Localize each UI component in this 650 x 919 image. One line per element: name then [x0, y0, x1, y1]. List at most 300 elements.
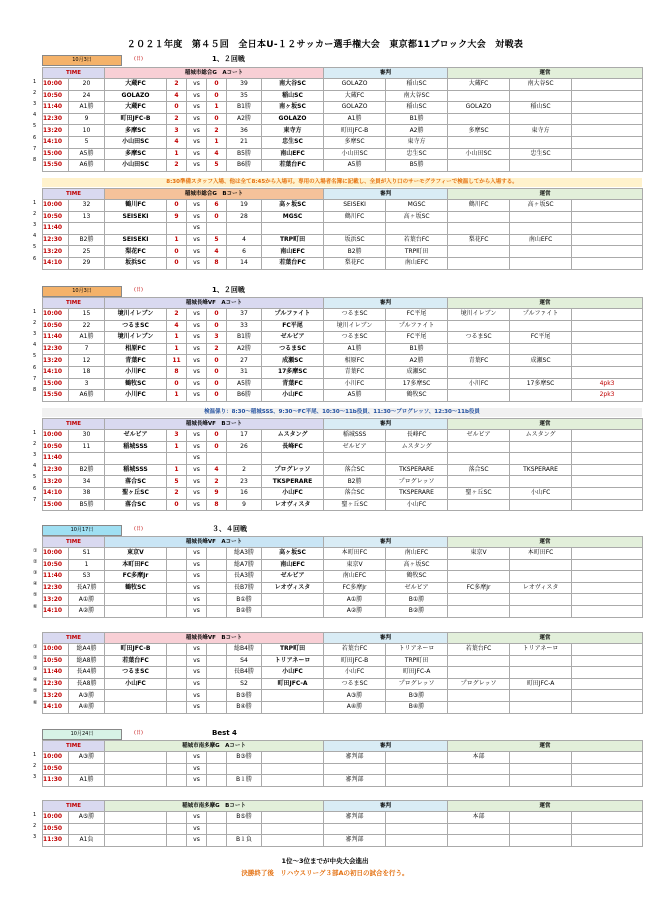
organizer-1: 落合SC: [448, 464, 510, 476]
referee-1: [324, 823, 386, 835]
match-row: [43, 90, 643, 102]
referee-1: 審判部: [324, 752, 386, 764]
referee-header: 審判: [324, 298, 448, 309]
organizer-1: 境川イレブン: [448, 309, 510, 321]
organizer-1: [448, 390, 510, 402]
referee-header: 審判: [324, 419, 448, 430]
referee-2: [386, 812, 448, 824]
table-header-row: [43, 68, 643, 79]
referee-1: 落合SC: [324, 464, 386, 476]
referee-1: 相原FC: [324, 355, 386, 367]
referee-1: つるまSC: [324, 678, 386, 690]
organizer-2: [510, 113, 572, 125]
vs-label: vs: [187, 499, 207, 511]
vs-label: vs: [187, 343, 207, 355]
referee-1: つるまSC: [324, 332, 386, 344]
home-team: 落合SC: [105, 499, 167, 511]
referee-1: [324, 223, 386, 235]
organizer-2: [510, 775, 572, 787]
home-seed: 15: [69, 309, 105, 321]
referee-1: 梨花FC: [324, 257, 386, 269]
away-seed: 23: [227, 476, 262, 488]
vs-label: vs: [187, 644, 207, 656]
row-number: ④: [33, 581, 38, 588]
table-header-row: [43, 537, 643, 548]
referee-1: [324, 763, 386, 775]
section-header: [42, 286, 642, 295]
organizer-header: 運営: [448, 419, 643, 430]
pk-result: [572, 309, 643, 321]
referee-1: 南山EFC: [324, 571, 386, 583]
away-team: レオヴィスタ: [262, 499, 324, 511]
organizer-1: GOLAZO: [448, 102, 510, 114]
pk-result: [572, 320, 643, 332]
pk-result: [572, 655, 643, 667]
match-time: 10:50: [43, 655, 69, 667]
home-score: 9: [167, 211, 187, 223]
home-seed: 11: [69, 441, 105, 453]
away-seed: B6勝: [227, 390, 262, 402]
organizer-2: 17多摩SC: [510, 378, 572, 390]
organizer-2: 稲山SC: [510, 102, 572, 114]
home-score: [167, 594, 187, 606]
pk-result: [572, 355, 643, 367]
away-seed: 長A3勝: [227, 571, 262, 583]
away-score: 0: [207, 309, 227, 321]
home-seed: 3: [69, 378, 105, 390]
vs-label: vs: [187, 582, 207, 594]
home-seed: A6勝: [69, 160, 105, 172]
away-team: [262, 775, 324, 787]
away-score: 9: [207, 487, 227, 499]
away-seed: 31: [227, 366, 262, 378]
vs-label: vs: [187, 160, 207, 172]
organizer-1: 若葉台FC: [448, 644, 510, 656]
vs-label: vs: [187, 667, 207, 679]
organizer-2: [510, 246, 572, 258]
home-team: 境川イレブン: [105, 309, 167, 321]
match-time: 12:30: [43, 582, 69, 594]
match-row: [43, 487, 643, 499]
referee-1: 町田JFC-B: [324, 655, 386, 667]
organizer-2: [510, 823, 572, 835]
away-team: TKSPERARE: [262, 476, 324, 488]
away-score: 5: [207, 234, 227, 246]
home-team: [105, 835, 167, 847]
away-seed: 17: [227, 430, 262, 442]
home-score: 0: [167, 499, 187, 511]
organizer-header: 運営: [448, 633, 643, 644]
home-seed: 22: [69, 320, 105, 332]
away-seed: 27: [227, 355, 262, 367]
match-row: [43, 812, 643, 824]
venue-header: 稲城市総合G Bコート: [105, 189, 324, 200]
away-team: 小山FC: [262, 667, 324, 679]
referee-header: 審判: [324, 68, 448, 79]
row-number: ⑥: [33, 603, 38, 610]
home-seed: A⑤勝: [69, 812, 105, 824]
pk-result: 2pk3: [572, 390, 643, 402]
time-header: TIME: [43, 419, 105, 430]
referee-1: B2勝: [324, 246, 386, 258]
away-score: 0: [207, 355, 227, 367]
away-team: [262, 605, 324, 617]
row-number: 2: [33, 441, 37, 448]
referee-2: 忠生SC: [386, 148, 448, 160]
away-score: [207, 453, 227, 465]
row-number: 3: [33, 101, 37, 108]
referee-2: [386, 775, 448, 787]
home-score: 1: [167, 464, 187, 476]
referee-2: 町田JFC-A: [386, 667, 448, 679]
home-score: [167, 605, 187, 617]
home-seed: B5勝: [69, 499, 105, 511]
away-seed: 33: [227, 320, 262, 332]
venue-header: 稲城市南多摩G Bコート: [105, 801, 324, 812]
away-score: 0: [207, 79, 227, 91]
vs-label: vs: [187, 678, 207, 690]
pk-result: [572, 763, 643, 775]
home-score: 3: [167, 430, 187, 442]
vs-label: vs: [187, 148, 207, 160]
home-seed: A④勝: [69, 701, 105, 713]
match-row: [43, 343, 643, 355]
away-seed: 総A3勝: [227, 548, 262, 560]
home-score: 11: [167, 355, 187, 367]
referee-2: 高ヶ坂SC: [386, 559, 448, 571]
referee-2: 若葉台FC: [386, 234, 448, 246]
match-time: 14:10: [43, 487, 69, 499]
organizer-2: 町田JFC-A: [510, 678, 572, 690]
footer-note: 1位～3位までが中央大会進出: [281, 857, 369, 865]
away-team: トリアネーロ: [262, 655, 324, 667]
away-team: 若葉台FC: [262, 257, 324, 269]
match-time: 11:40: [43, 102, 69, 114]
referee-1: 本町田FC: [324, 548, 386, 560]
organizer-1: [448, 823, 510, 835]
referee-2: [386, 223, 448, 235]
organizer-1: つるまSC: [448, 332, 510, 344]
section-header: [42, 729, 642, 738]
organizer-1: 本部: [448, 752, 510, 764]
away-score: [207, 812, 227, 824]
match-time: 10:50: [43, 763, 69, 775]
away-seed: B1勝: [227, 332, 262, 344]
notice-banner: 8:30準備スタッフ入場、他は全て8:45から入場可。専用の入場者名簿に記載し、全員が入り口のサーモグラフィーで検温してから入場する。: [42, 178, 642, 187]
match-time: 10:50: [43, 559, 69, 571]
organizer-header: 運営: [448, 298, 643, 309]
away-seed: 6: [227, 246, 262, 258]
away-seed: B③勝: [227, 690, 262, 702]
venue-header: 稲城長峰VF Bコート: [105, 633, 324, 644]
home-seed: A5勝: [69, 148, 105, 160]
match-time: 10:00: [43, 309, 69, 321]
organizer-2: [510, 594, 572, 606]
match-row: [43, 211, 643, 223]
away-seed: 39: [227, 79, 262, 91]
referee-1: GOLAZO: [324, 79, 386, 91]
vs-label: vs: [187, 257, 207, 269]
home-team: [105, 453, 167, 465]
row-number: 1: [33, 812, 37, 818]
match-time: 12:30: [43, 113, 69, 125]
away-team: 高ヶ坂SC: [262, 548, 324, 560]
match-row: [43, 752, 643, 764]
pk-result: [572, 223, 643, 235]
home-seed: 5: [69, 136, 105, 148]
vs-label: vs: [187, 594, 207, 606]
away-team: 南山EFC: [262, 246, 324, 258]
home-seed: 38: [69, 487, 105, 499]
vs-label: vs: [187, 476, 207, 488]
vs-label: vs: [187, 79, 207, 91]
time-header: TIME: [43, 633, 105, 644]
away-score: 2: [207, 125, 227, 137]
match-row: [43, 667, 643, 679]
vs-label: vs: [187, 441, 207, 453]
home-seed: [69, 453, 105, 465]
table-header-row: [43, 419, 643, 430]
away-score: [207, 644, 227, 656]
organizer-1: プログレッソ: [448, 678, 510, 690]
pk-result: [572, 823, 643, 835]
referee-2: B①勝: [386, 594, 448, 606]
match-time: 12:30: [43, 343, 69, 355]
match-row: [43, 701, 643, 713]
referee-1: A5勝: [324, 160, 386, 172]
home-score: 2: [167, 113, 187, 125]
home-team: 小山FC: [105, 678, 167, 690]
away-score: 1: [207, 102, 227, 114]
pk-result: [572, 343, 643, 355]
away-team: ゼルビア: [262, 571, 324, 583]
row-number: 2: [33, 763, 37, 770]
away-score: [207, 690, 227, 702]
match-time: 10:00: [43, 200, 69, 212]
round-title: 1、２回戦: [212, 286, 245, 294]
home-seed: S1: [69, 548, 105, 560]
referee-1: 町田JFC-B: [324, 125, 386, 137]
match-time: 10:00: [43, 812, 69, 824]
venue-header: 稲城長峰VF Aコート: [105, 537, 324, 548]
home-score: 0: [167, 200, 187, 212]
match-time: 10:50: [43, 320, 69, 332]
organizer-2: [510, 211, 572, 223]
referee-2: プログレッソ: [386, 476, 448, 488]
away-score: [207, 655, 227, 667]
row-number: ④: [33, 677, 38, 684]
round-title: ３、４回戦: [212, 525, 247, 533]
away-score: 2: [207, 476, 227, 488]
date-badge: 10月3日: [42, 286, 122, 297]
vs-label: vs: [187, 464, 207, 476]
home-team: 小川FC: [105, 390, 167, 402]
referee-2: B④勝: [386, 701, 448, 713]
referee-1: A②勝: [324, 605, 386, 617]
row-number: 5: [33, 353, 37, 360]
referee-2: B5勝: [386, 160, 448, 172]
home-team: 多摩SC: [105, 125, 167, 137]
referee-1: B2勝: [324, 476, 386, 488]
away-seed: 長B7勝: [227, 582, 262, 594]
away-seed: 26: [227, 441, 262, 453]
vs-label: vs: [187, 200, 207, 212]
away-seed: 長B4勝: [227, 667, 262, 679]
home-seed: 長A4勝: [69, 667, 105, 679]
away-score: [207, 752, 227, 764]
away-team: 東寺方: [262, 125, 324, 137]
pk-result: [572, 487, 643, 499]
organizer-2: 南山EFC: [510, 234, 572, 246]
organizer-1: 青葉FC: [448, 355, 510, 367]
venue-header: 稲城市南多摩G Aコート: [105, 741, 324, 752]
away-team: GOLAZO: [262, 113, 324, 125]
referee-2: 小山FC: [386, 499, 448, 511]
match-row: [43, 332, 643, 344]
date-badge: 10月17日: [42, 525, 122, 536]
row-number: 6: [33, 364, 37, 371]
away-team: FC平尾: [262, 320, 324, 332]
away-team: 高ヶ坂SC: [262, 200, 324, 212]
date-badge: 10月24日: [42, 729, 122, 740]
time-header: TIME: [43, 189, 105, 200]
organizer-1: 聖ヶ丘SC: [448, 487, 510, 499]
home-score: [167, 453, 187, 465]
home-seed: 20: [69, 79, 105, 91]
pk-result: [572, 690, 643, 702]
away-seed: 36: [227, 125, 262, 137]
referee-2: A2勝: [386, 355, 448, 367]
away-score: [207, 667, 227, 679]
home-score: [167, 690, 187, 702]
home-seed: 32: [69, 200, 105, 212]
home-team: [105, 223, 167, 235]
time-header: TIME: [43, 537, 105, 548]
away-seed: B5勝: [227, 148, 262, 160]
row-number: ②: [33, 655, 38, 662]
referee-1: 小山田SC: [324, 148, 386, 160]
referee-2: 稲山SC: [386, 102, 448, 114]
pk-result: [572, 453, 643, 465]
home-team: [105, 690, 167, 702]
pk-result: [572, 430, 643, 442]
match-time: 15:50: [43, 390, 69, 402]
row-number: 3: [33, 222, 37, 229]
home-team: 青葉FC: [105, 355, 167, 367]
home-score: 0: [167, 257, 187, 269]
home-team: 小川FC: [105, 366, 167, 378]
away-score: 4: [207, 246, 227, 258]
match-row: [43, 655, 643, 667]
organizer-2: [510, 559, 572, 571]
home-team: 若葉台FC: [105, 655, 167, 667]
referee-2: 南山EFC: [386, 548, 448, 560]
referee-1: A①勝: [324, 594, 386, 606]
organizer-2: [510, 343, 572, 355]
match-time: 10:00: [43, 548, 69, 560]
referee-1: A1勝: [324, 113, 386, 125]
vs-label: vs: [187, 366, 207, 378]
match-table: [42, 67, 643, 172]
referee-2: B1勝: [386, 113, 448, 125]
away-score: [207, 571, 227, 583]
home-team: 多摩SC: [105, 148, 167, 160]
organizer-2: [510, 320, 572, 332]
referee-1: A③勝: [324, 690, 386, 702]
organizer-1: 大蔵FC: [448, 79, 510, 91]
table-header-row: [43, 633, 643, 644]
vs-label: vs: [187, 246, 207, 258]
vs-label: vs: [187, 211, 207, 223]
organizer-2: [510, 257, 572, 269]
organizer-1: [448, 90, 510, 102]
away-score: 0: [207, 211, 227, 223]
away-seed: B1勝: [227, 102, 262, 114]
home-score: [167, 667, 187, 679]
home-team: [105, 752, 167, 764]
organizer-1: [448, 160, 510, 172]
date-badge: 10月3日: [42, 55, 122, 66]
pk-result: [572, 90, 643, 102]
away-seed: B④勝: [227, 701, 262, 713]
match-row: [43, 430, 643, 442]
referee-2: FC平尾: [386, 309, 448, 321]
away-team: 南山EFC: [262, 148, 324, 160]
organizer-1: [448, 113, 510, 125]
referee-2: TKSPERARE: [386, 487, 448, 499]
match-row: [43, 582, 643, 594]
match-row: [43, 605, 643, 617]
home-team: 落合SC: [105, 476, 167, 488]
away-team: [262, 835, 324, 847]
row-number: 1: [33, 79, 37, 85]
organizer-header: 運営: [448, 801, 643, 812]
home-score: [167, 655, 187, 667]
away-score: 3: [207, 332, 227, 344]
away-seed: [227, 453, 262, 465]
organizer-1: [448, 655, 510, 667]
organizer-2: [510, 812, 572, 824]
away-seed: A2勝: [227, 343, 262, 355]
away-seed: A5勝: [227, 378, 262, 390]
away-team: 南ヶ坂SC: [262, 102, 324, 114]
referee-1: 多摩SC: [324, 136, 386, 148]
vs-label: vs: [187, 690, 207, 702]
away-score: 0: [207, 430, 227, 442]
pk-result: [572, 594, 643, 606]
match-row: [43, 571, 643, 583]
vs-label: vs: [187, 835, 207, 847]
away-score: 0: [207, 90, 227, 102]
match-time: 11:30: [43, 835, 69, 847]
match-row: [43, 320, 643, 332]
home-seed: 29: [69, 257, 105, 269]
table-header-row: [43, 298, 643, 309]
home-team: 梨花FC: [105, 246, 167, 258]
away-team: MGSC: [262, 211, 324, 223]
referee-1: 若葉台FC: [324, 644, 386, 656]
home-score: [167, 752, 187, 764]
organizer-1: [448, 701, 510, 713]
match-table: [42, 800, 643, 847]
match-time: 15:00: [43, 378, 69, 390]
match-time: 14:10: [43, 605, 69, 617]
organizer-1: 多摩SC: [448, 125, 510, 137]
match-time: 12:30: [43, 678, 69, 690]
away-seed: B１勝: [227, 775, 262, 787]
organizer-2: [510, 476, 572, 488]
referee-2: B1勝: [386, 343, 448, 355]
